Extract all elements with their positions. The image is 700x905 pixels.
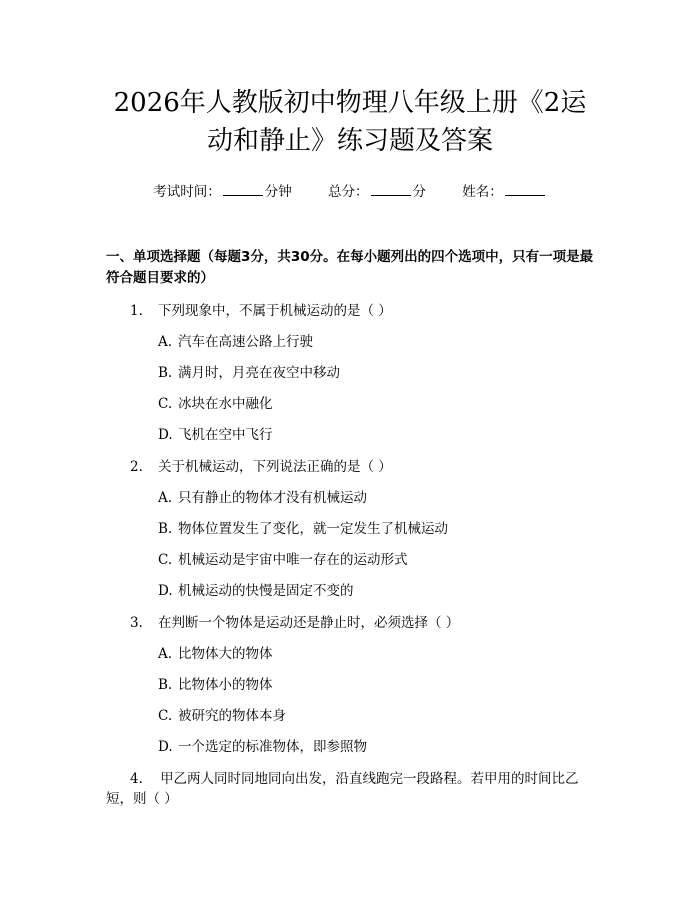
- option-text: 比物体小的物体: [178, 677, 273, 693]
- exam-time-blank: [223, 183, 263, 196]
- option-list: [106, 332, 594, 445]
- option-label: A.: [158, 646, 173, 662]
- option-1d: [106, 425, 594, 445]
- question-2: [106, 457, 594, 601]
- option-text: 冰块在水中融化: [178, 396, 273, 412]
- question-3: [106, 613, 594, 757]
- option-label: D.: [158, 583, 173, 599]
- question-number: 1.: [130, 303, 143, 319]
- option-2b: [106, 519, 594, 539]
- option-text: 飞机在空中飞行: [178, 427, 273, 443]
- question-text-body: 甲乙两人同时同地同向出发，沿直线跑完一段路程。若甲用的时间比乙短，则（ ）: [106, 771, 579, 807]
- option-label: B.: [158, 365, 173, 381]
- page-title: 2026年人教版初中物理八年级上册《2运动和静止》练习题及答案: [113, 88, 587, 156]
- option-label: D.: [158, 427, 173, 443]
- option-1a: [106, 332, 594, 352]
- exam-time-label: 考试时间：: [153, 184, 221, 200]
- total-score-field: [328, 182, 426, 202]
- option-3d: [106, 737, 594, 757]
- question-text: [106, 769, 594, 809]
- option-list: [106, 644, 594, 757]
- question-text: 关于机械运动，下列说法正确的是（ ）: [158, 459, 392, 475]
- option-label: A.: [158, 334, 173, 350]
- option-label: A.: [158, 490, 173, 506]
- question-number: 4.: [130, 771, 143, 787]
- option-text: 满月时，月亮在夜空中移动: [178, 365, 340, 381]
- option-text: 被研究的物体本身: [178, 708, 286, 724]
- student-name-label: 姓名：: [462, 184, 503, 200]
- option-2d: [106, 581, 594, 601]
- question-1: [106, 301, 594, 445]
- section-heading: 一、单项选择题（每题3分，共30分。在每小题列出的四个选项中，只有一项是最符合题目要求的）: [106, 249, 594, 286]
- exam-time-field: [153, 182, 292, 202]
- option-1b: [106, 363, 594, 383]
- option-1c: [106, 394, 594, 414]
- question-4: [106, 769, 594, 809]
- option-2c: [106, 550, 594, 570]
- option-3b: [106, 675, 594, 695]
- option-label: C.: [158, 396, 173, 412]
- question-text: 在判断一个物体是运动还是静止时，必须选择（ ）: [158, 615, 460, 631]
- total-score-blank: [371, 183, 411, 196]
- option-label: B.: [158, 521, 173, 537]
- option-text: 机械运动的快慢是固定不变的: [178, 583, 354, 599]
- option-text: 一个选定的标准物体，即参照物: [178, 739, 367, 755]
- total-score-unit: 分: [412, 184, 426, 200]
- question-text: 下列现象中，不属于机械运动的是（ ）: [158, 303, 392, 319]
- option-label: C.: [158, 708, 173, 724]
- option-2a: [106, 488, 594, 508]
- exam-time-unit: 分钟: [264, 184, 292, 200]
- option-text: 物体位置发生了变化，就一定发生了机械运动: [178, 521, 448, 537]
- option-label: D.: [158, 739, 173, 755]
- exam-meta: [106, 182, 594, 202]
- student-name-blank: [505, 183, 545, 196]
- option-text: 只有静止的物体才没有机械运动: [178, 490, 367, 506]
- option-label: B.: [158, 677, 173, 693]
- student-name-field: [462, 182, 547, 202]
- total-score-label: 总分：: [328, 184, 369, 200]
- option-text: 比物体大的物体: [178, 646, 273, 662]
- option-list: [106, 488, 594, 601]
- question-number: 2.: [130, 459, 143, 475]
- option-label: C.: [158, 552, 173, 568]
- option-text: 机械运动是宇宙中唯一存在的运动形式: [178, 552, 408, 568]
- question-number: 3.: [130, 615, 143, 631]
- option-3c: [106, 706, 594, 726]
- option-3a: [106, 644, 594, 664]
- option-text: 汽车在高速公路上行驶: [178, 334, 313, 350]
